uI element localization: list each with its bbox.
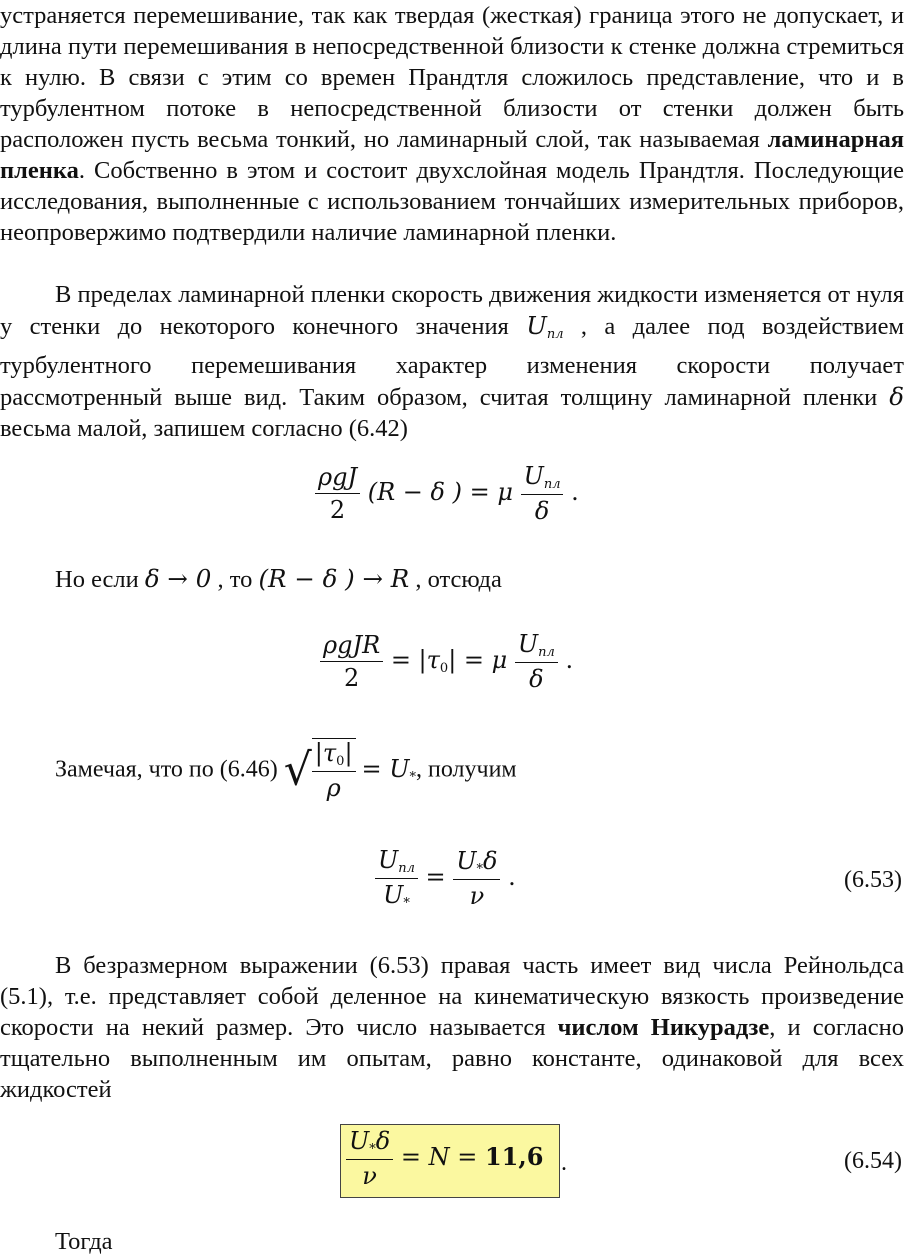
u-pl-symbol: $U_{пл}$ xyxy=(526,311,564,342)
paragraph-3 xyxy=(0,950,904,1105)
eq3-right-fraction: $\frac{U_*\delta}{\nu}$ xyxy=(453,847,500,910)
eq2-right-fraction: $\frac{U_{пл}}{\delta}$ xyxy=(515,630,558,693)
line-if: Но если δ → 0 , то (R − δ ) → R , отсюда xyxy=(55,564,502,593)
expr-r-minus-delta: (R − δ ) → R xyxy=(258,564,410,593)
eq1-left-fraction: $\frac{\text{ρgJ}}{2}$ xyxy=(315,463,360,524)
equation-number-6-54: (6.54) xyxy=(844,1148,902,1174)
equation-6-53: $\frac{U_{пл}}{U_*}$ = $\frac{U_*\delta}{\nu}$ . xyxy=(375,846,516,911)
eq4-period: . xyxy=(561,1150,567,1176)
line-then: Тогда xyxy=(55,1228,113,1255)
equation-number-6-53: (6.53) xyxy=(844,867,902,893)
delta-symbol: δ xyxy=(889,382,904,411)
paragraph-2-text-a: В пределах ламинарной пленки скорость движения жидкости изменяется от нуля у стенки до некоторого конечного значения xyxy=(0,281,904,340)
term-nikuradse-number: числом Никурадзе xyxy=(557,1014,770,1041)
paragraph-3-text-b: , и согласно тщательно выполненным им опытам, равно константе, одинаковой для всех жидкостей xyxy=(0,1014,904,1103)
equation-6-54: $\frac{U_*\delta}{\nu}$ = N = 11,6 xyxy=(346,1127,543,1190)
eq4-fraction: $\frac{U_*\delta}{\nu}$ xyxy=(346,1127,393,1190)
eq3-left-fraction: $\frac{U_{пл}}{U_*}$ xyxy=(375,846,418,911)
nikuradse-value: 11,6 xyxy=(484,1142,544,1171)
paragraph-1-text-b: . Собственно в этом и состоит двухслойная модель Прандтля. Последующие исследования, выполненные с использованием тончайших измерительных приборов, неопровержимо подтвердили наличие ламинарной пленки. xyxy=(0,157,904,246)
paragraph-2-text-c: весьма малой, запишем согласно (6.42) xyxy=(0,415,408,442)
paragraph-1 xyxy=(0,0,904,248)
paragraph-3-text-a: В безразмерном выражении (6.53) правая часть имеет вид числа Рейнольдса (5.1), т.е. представляет собой деленное на кинематическую вязкость произведение скорости на некий размер. Это число называется xyxy=(0,952,904,1041)
equation-2: $\frac{\text{ρgJR}}{2}$ = $|\tau_0| = \mu$ $\frac{U_{пл}}{\delta}$ . xyxy=(320,630,573,693)
eq1-right-fraction: $\frac{U_{пл}}{\delta}$ xyxy=(521,462,564,525)
equation-1: $\frac{\text{ρgJ}}{2}$ (R − δ ) = μ $\frac{U_{пл}}{\delta}$ . xyxy=(315,462,579,525)
sqrt-expression: √ $\frac{|\tau_0|}{\rho}$ xyxy=(284,738,356,802)
paragraph-2-text-b: , а далее под воздействием турбулентного перемешивания характер изменения скорости получает рассмотренный выше вид. Таким образом, считая толщину ламинарной пленки xyxy=(0,313,904,411)
paragraph-1-text-a: устраняется перемешивание, так как твердая (жесткая) граница этого не допускает, и длина пути перемешивания в непосредственной близости к стенке должна стремиться к нулю. В связи с этим со времен Прандтля сложилось представление, что и в турбулентном потоке в непосредственной близости от стенки должен быть расположен пусть весьма тонкий, но ламинарный слой, так называемая xyxy=(0,2,904,153)
eq2-left-fraction: $\frac{\text{ρgJR}}{2}$ xyxy=(320,631,383,692)
paragraph-2 xyxy=(0,279,904,444)
expr-delta-to-zero: δ → 0 xyxy=(144,564,212,593)
term-laminar-film: ламинарная пленка xyxy=(0,126,904,184)
eq1-middle: (R − δ ) = μ xyxy=(367,478,513,506)
line-noting: Замечая, что по (6.46) √ $\frac{|\tau_0|}{\rho}$ = $U_*$, получим xyxy=(55,739,517,802)
